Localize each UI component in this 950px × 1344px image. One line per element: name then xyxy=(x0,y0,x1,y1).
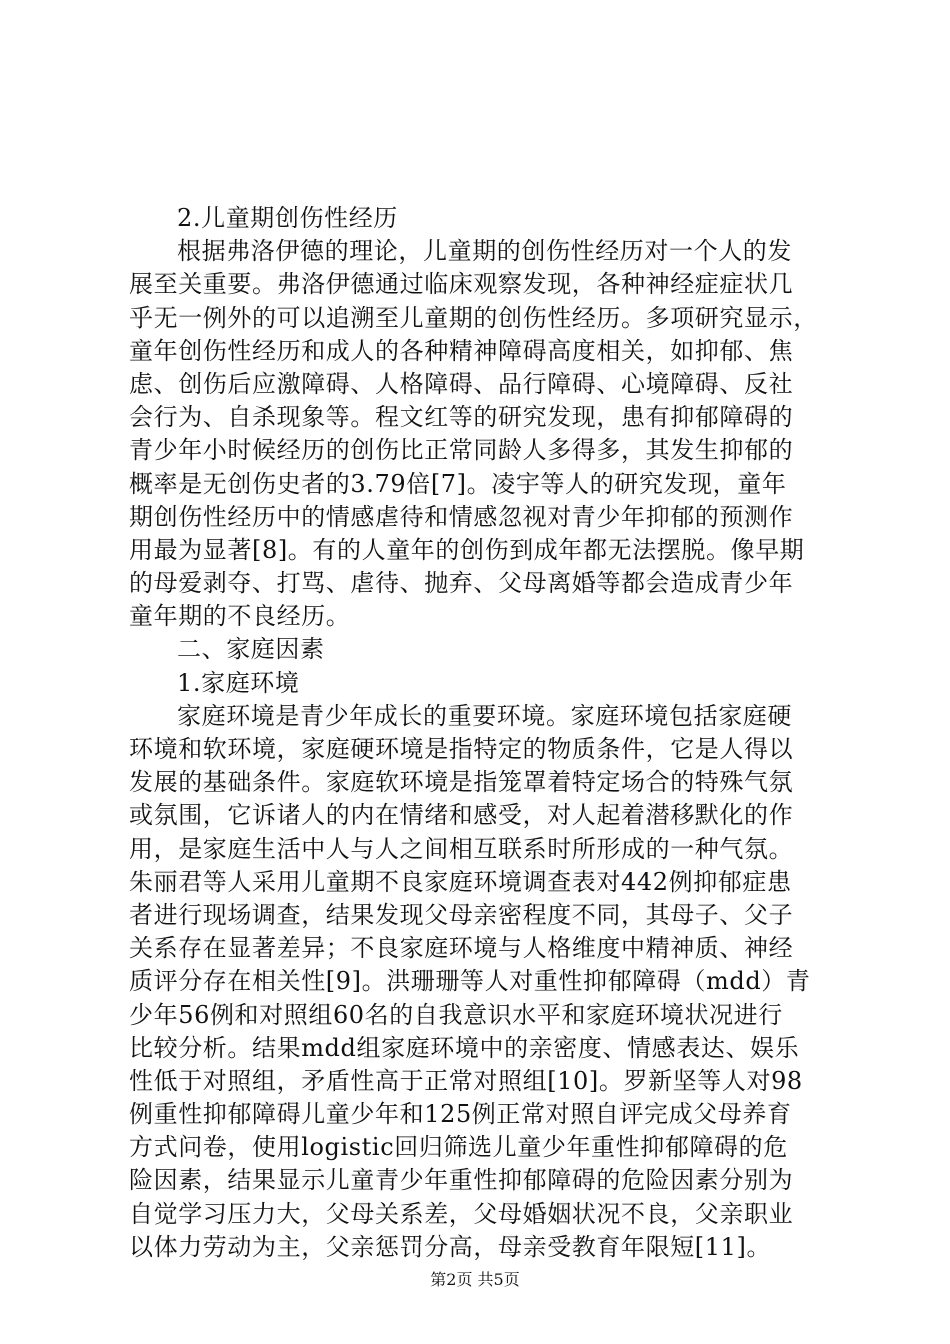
paragraph-line: 虑、创伤后应激障碍、人格障碍、品行障碍、心境障碍、反社 xyxy=(129,369,794,398)
section-heading: 二、家庭因素 xyxy=(177,635,325,664)
paragraph-line: 用，是家庭生活中人与人之间相互联系时所形成的一种气氛。 xyxy=(129,834,794,863)
section-heading: 2.儿童期创伤性经历 xyxy=(177,204,398,232)
paragraph-line: 用最为显著[8]。有的人童年的创伤到成年都无法摆脱。像早期 xyxy=(129,535,805,564)
paragraph-line: 性低于对照组，矛盾性高于正常对照组[10]。罗新坚等人对98 xyxy=(129,1066,803,1095)
paragraph-line: 家庭环境是青少年成长的重要环境。家庭环境包括家庭硬 xyxy=(177,701,792,730)
paragraph-line: 展至关重要。弗洛伊德通过临床观察发现，各种神经症症状几 xyxy=(129,270,794,299)
paragraph-line: 少年56例和对照组60名的自我意识水平和家庭环境状况进行 xyxy=(129,1000,783,1029)
paragraph-line: 概率是无创伤史者的3.79倍[7]。凌宇等人的研究发现，童年 xyxy=(129,469,787,498)
paragraph-line: 者进行现场调查，结果发现父母亲密程度不同，其母子、父子 xyxy=(129,900,794,929)
paragraph-line: 青少年小时候经历的创伤比正常同龄人多得多，其发生抑郁的 xyxy=(129,436,794,465)
paragraph-line: 乎无一例外的可以追溯至儿童期的创伤性经历。多项研究显示， xyxy=(129,303,818,332)
subsection-heading: 1.家庭环境 xyxy=(177,668,300,697)
paragraph-line: 期创伤性经历中的情感虐待和情感忽视对青少年抑郁的预测作 xyxy=(129,502,794,531)
paragraph-line: 发展的基础条件。家庭软环境是指笼罩着特定场合的特殊气氛 xyxy=(129,768,794,797)
paragraph-line: 会行为、自杀现象等。程文红等的研究发现，患有抑郁障碍的 xyxy=(129,403,794,432)
paragraph-line: 环境和软环境，家庭硬环境是指特定的物质条件，它是人得以 xyxy=(129,735,794,763)
document-body xyxy=(129,202,829,1264)
paragraph-line: 关系存在显著差异；不良家庭环境与人格维度中精神质、神经 xyxy=(129,934,794,963)
paragraph-line: 比较分析。结果mdd组家庭环境中的亲密度、情感表达、娱乐 xyxy=(129,1033,800,1062)
paragraph-line: 以体力劳动为主，父亲惩罚分高，母亲受教育年限短[11]。 xyxy=(129,1232,772,1261)
paragraph-line: 朱丽君等人采用儿童期不良家庭环境调查表对442例抑郁症患 xyxy=(129,867,792,896)
paragraph-line: 方式问卷，使用logistic回归筛选儿童少年重性抑郁障碍的危 xyxy=(129,1133,788,1162)
paragraph-line: 例重性抑郁障碍儿童少年和125例正常对照自评完成父母养育 xyxy=(129,1100,792,1129)
paragraph-line: 质评分存在相关性[9]。洪珊珊等人对重性抑郁障碍（mdd）青 xyxy=(129,967,811,996)
paragraph-line: 童年期的不良经历。 xyxy=(129,602,351,631)
paragraph-line: 险因素，结果显示儿童青少年重性抑郁障碍的危险因素分别为 xyxy=(129,1166,794,1195)
paragraph-line: 自觉学习压力大，父母关系差，父母婚姻状况不良，父亲职业 xyxy=(129,1199,794,1228)
page-number-footer: 第2页 共5页 xyxy=(430,1270,520,1289)
paragraph-line: 的母爱剥夺、打骂、虐待、抛弃、父母离婚等都会造成青少年 xyxy=(129,569,794,598)
paragraph-line: 童年创伤性经历和成人的各种精神障碍高度相关，如抑郁、焦 xyxy=(129,336,794,365)
paragraph-line: 或氛围，它诉诸人的内在情绪和感受，对人起着潜移默化的作 xyxy=(129,801,794,830)
paragraph-line: 根据弗洛伊德的理论，儿童期的创伤性经历对一个人的发 xyxy=(177,237,792,266)
